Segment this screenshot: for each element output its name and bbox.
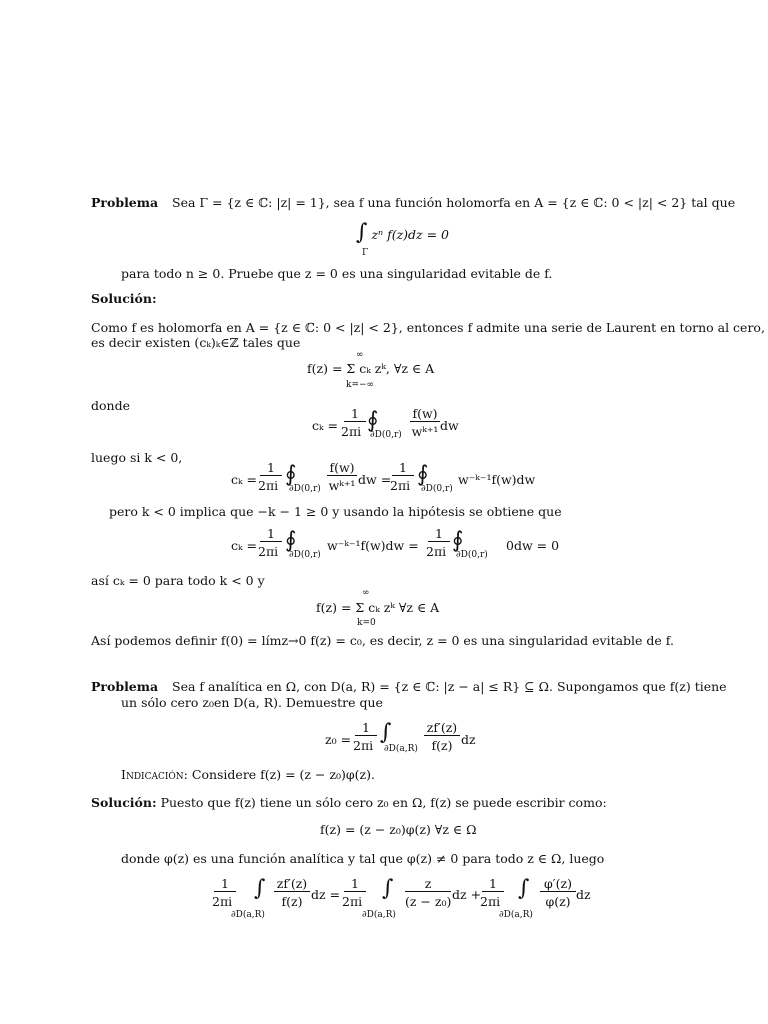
ck3-frac2-num: 1 (428, 526, 450, 542)
z0-frac2-den: f(z) (431, 738, 453, 753)
ck3-frac-num: 1 (260, 526, 282, 542)
ck3-lhs: cₖ = (231, 538, 258, 553)
problem-2-heading: Problema (91, 679, 159, 694)
solution-2-text: Puesto que f(z) tiene un sólo cero z₀ en Ω, f(z) se puede escribir como: (160, 795, 607, 810)
solution-2-equation-1: f(z) = (z − z₀)φ(z) ∀z ∈ Ω (320, 822, 477, 837)
contour-integral-sign-3: ∮ (417, 462, 429, 487)
ck-frac-2-den: wᵏ⁺¹ (411, 424, 439, 439)
pero-text: pero k < 0 implica que −k − 1 ≥ 0 y usando la hipótesis se obtiene que (109, 504, 562, 519)
contour-label-7: ∂D(a,R) (231, 910, 265, 920)
contour-integral-sign-5: ∮ (452, 528, 464, 553)
ck3-rhs: 0dw = 0 (506, 538, 560, 553)
ck3-integrand: w⁻ᵏ⁻¹f(w)dw (327, 538, 405, 553)
ck2-frac-num: 1 (260, 460, 282, 476)
laurent-sum-top: ∞ (356, 350, 364, 360)
ck2-rhs: w⁻ᵏ⁻¹f(w)dw (458, 472, 536, 487)
ck3-frac2-den: 2πi (426, 544, 447, 559)
sum0-top: ∞ (362, 588, 370, 598)
equation-subscript: Γ (362, 248, 369, 258)
equation-integrand: zⁿ f(z)dz = 0 (371, 227, 450, 242)
final-frac6-num: φ′(z) (540, 876, 576, 892)
contour-label: ∂D(0,r) (370, 430, 402, 440)
contour-integral-sign-4: ∮ (285, 528, 297, 553)
solution-1-conclusion: Así podemos definir f(0) = límz→0 f(z) = c₀, es decir, z = 0 es una singularidad evitable de f. (91, 633, 674, 648)
contour-label-3: ∂D(0,r) (421, 484, 453, 494)
integral-sign-2: ∫ (380, 720, 392, 745)
final-frac2-num: zf′(z) (274, 876, 310, 892)
ck2-lhs: cₖ = (231, 472, 258, 487)
luego-text: luego si k < 0, (91, 450, 183, 465)
ck-frac-2-num: f(w) (410, 406, 440, 422)
z0-frac-den: 2πi (353, 738, 374, 753)
integral-sign-4: ∫ (382, 876, 394, 901)
equals-sign: = (380, 472, 392, 487)
contour-label-8: ∂D(a,R) (362, 910, 396, 920)
ck2-frac-den: 2πi (258, 478, 279, 493)
z0-dz: dz (461, 732, 476, 747)
z0-frac-num: 1 (355, 720, 377, 736)
hint-label: Indicación: (121, 767, 188, 782)
ck2-dw-eq (358, 472, 391, 487)
final-frac5-den: 2πi (480, 894, 501, 909)
ck2-frac3-den: 2πi (390, 478, 411, 493)
problem-1-equation (356, 222, 449, 244)
ck3-frac-den: 2πi (258, 544, 279, 559)
hint-text: Considere f(z) = (z − z₀)φ(z). (191, 767, 375, 782)
dw-text: dw (358, 472, 377, 487)
final-frac1-num: 1 (214, 876, 236, 892)
solution-2-line-2: donde φ(z) es una función analítica y tal que φ(z) ≠ 0 para todo z ∈ Ω, luego (121, 851, 605, 866)
final-frac6-den: φ(z) (545, 894, 571, 909)
ck2-frac3-num: 1 (392, 460, 414, 476)
contour-label-6: ∂D(a,R) (384, 744, 418, 754)
final-dz-eq (311, 887, 340, 902)
ck3-mid (327, 538, 419, 553)
problem-1-continuation: para todo n ≥ 0. Pruebe que z = 0 es una singularidad evitable de f. (121, 266, 553, 281)
final-frac3-den: 2πi (342, 894, 363, 909)
laurent-series-equation: f(z) = Σ cₖ zᵏ, ∀z ∈ A (307, 361, 435, 376)
contour-integral-sign: ∮ (367, 408, 379, 433)
final-frac1-den: 2πi (212, 894, 233, 909)
contour-label-5: ∂D(0,r) (456, 550, 488, 560)
z0-lhs: z₀ = (325, 732, 352, 747)
sum0-equation: f(z) = Σ cₖ zᵏ ∀z ∈ A (316, 600, 440, 615)
integral-sign: ∫ (356, 220, 368, 245)
asi-text: así cₖ = 0 para todo k < 0 y (91, 573, 265, 588)
problem-2-line-1: Sea f analítica en Ω, con D(a, R) = {z ∈ ℂ: |z − a| ≤ R} ⊆ Ω. Supongamos que f(z) tiene (172, 679, 727, 694)
ck-lhs: cₖ = (312, 418, 339, 433)
contour-label-2: ∂D(0,r) (289, 484, 321, 494)
final-frac5-num: 1 (482, 876, 504, 892)
plus-sign: + (470, 887, 482, 902)
final-frac4-den: (z − z₀) (405, 894, 452, 909)
ck2-frac2-den: wᵏ⁺¹ (328, 478, 356, 493)
contour-label-9: ∂D(a,R) (499, 910, 533, 920)
ck-dw: dw (440, 418, 459, 433)
ck2-frac2-num: f(w) (327, 460, 357, 476)
solution-2-line-1 (91, 795, 607, 810)
dz-text-2: dz (452, 887, 467, 902)
problem-2-line-2: un sólo cero z₀en D(a, R). Demuestre que (121, 695, 383, 710)
final-dz-plus (452, 887, 481, 902)
solution-1-paragraph-line-1: Como f es holomorfa en A = {z ∈ ℂ: 0 < |z| < 2}, entonces f admite una serie de Laurent en torno al cero, (91, 320, 765, 335)
solution-2-heading: Solución: (91, 795, 157, 810)
final-frac3-num: 1 (344, 876, 366, 892)
sum0-bottom: k=0 (357, 618, 376, 628)
final-frac4-num: z (405, 876, 451, 892)
problem-1-heading: Problema (91, 195, 159, 210)
contour-integral-sign-2: ∮ (285, 462, 297, 487)
problem-1-statement: Sea Γ = {z ∈ ℂ: |z| = 1}, sea f una función holomorfa en A = {z ∈ ℂ: 0 < |z| < 2} tal que (172, 195, 736, 210)
contour-label-4: ∂D(0,r) (289, 550, 321, 560)
integral-sign-5: ∫ (518, 876, 530, 901)
donde-text: donde (91, 398, 130, 413)
ck-frac-1-num: 1 (344, 406, 366, 422)
final-dz-end: dz (576, 887, 591, 902)
final-frac2-den: f(z) (281, 894, 303, 909)
laurent-sum-bottom: k=−∞ (346, 380, 375, 390)
solution-1-paragraph-line-2: es decir existen (cₖ)ₖ∈ℤ tales que (91, 335, 301, 350)
ck-frac-1-den: 2πi (341, 424, 362, 439)
dz-text: dz (311, 887, 326, 902)
solution-1-heading: Solución: (91, 291, 157, 306)
z0-frac2-num: zf′(z) (424, 720, 460, 736)
hint (121, 767, 375, 782)
integral-sign-3: ∫ (254, 876, 266, 901)
equals-sign-3: = (329, 887, 341, 902)
equals-sign-2: = (408, 538, 419, 553)
